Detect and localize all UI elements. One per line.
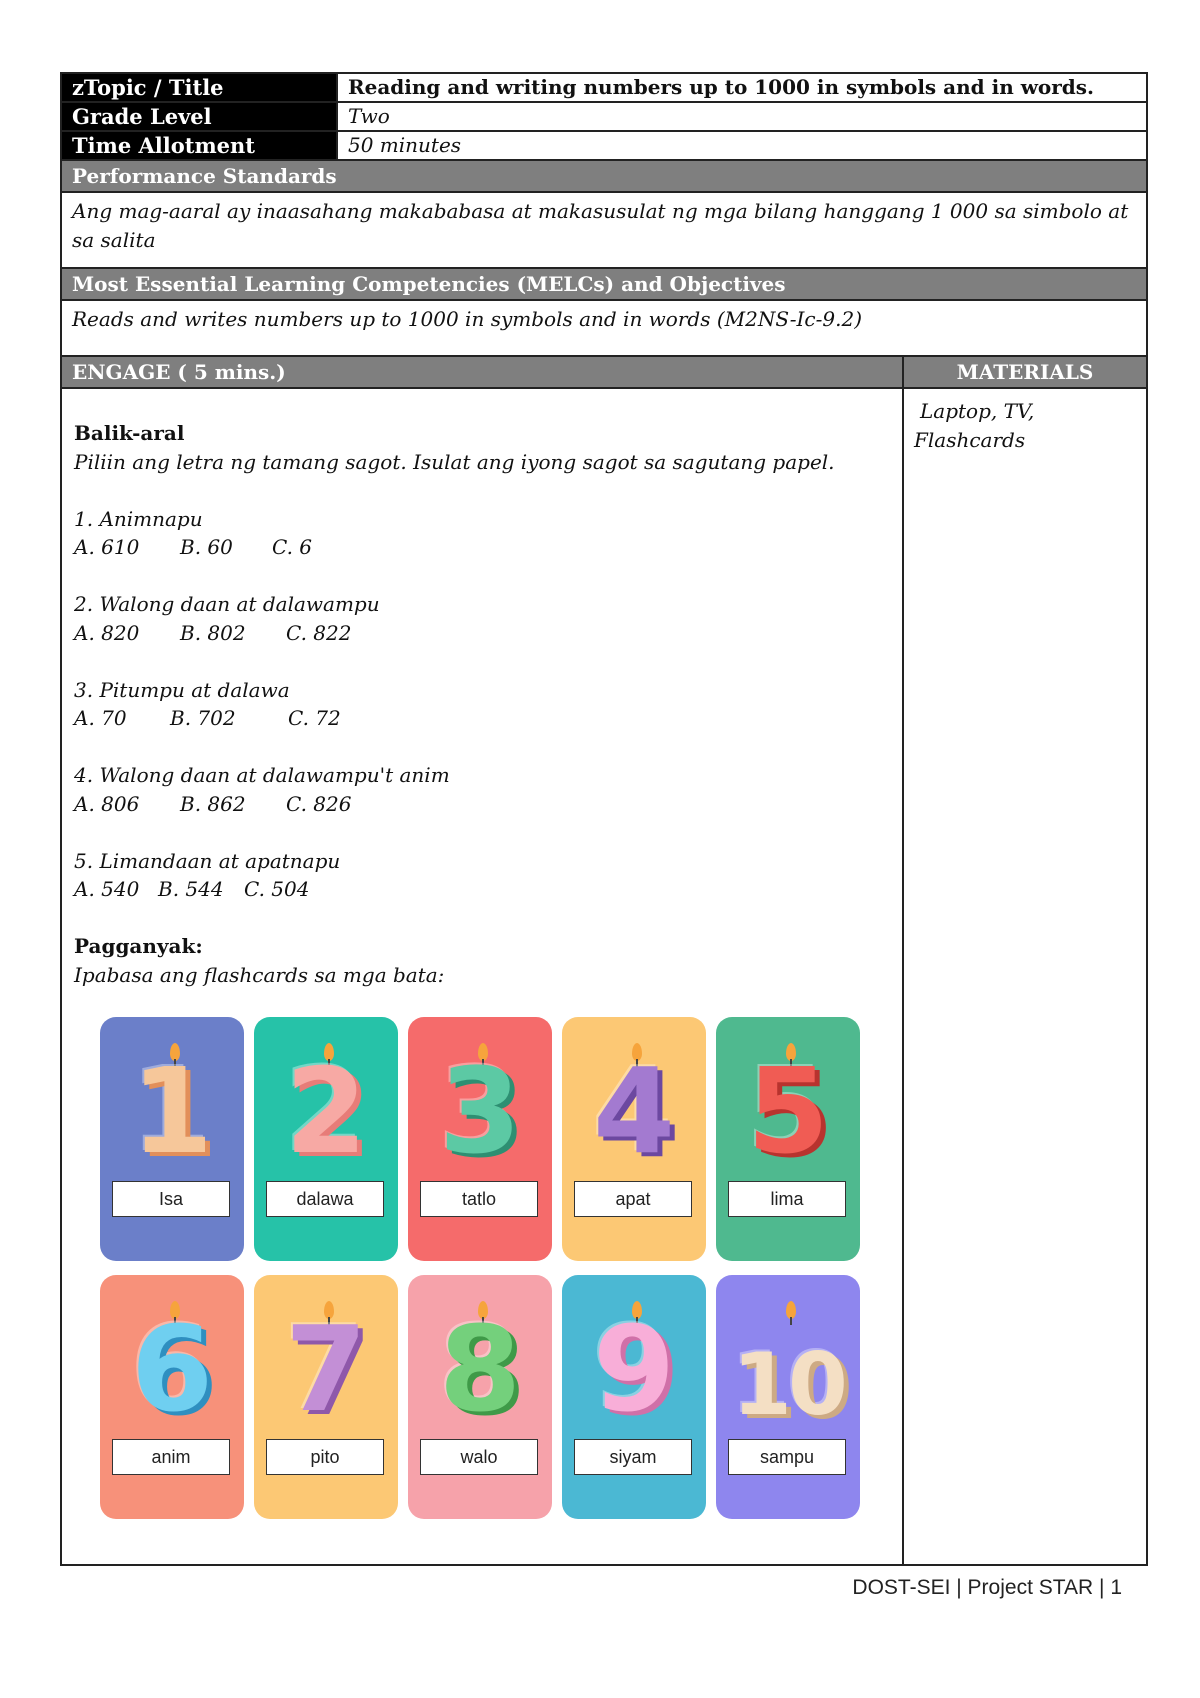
flashcard-word: pito: [266, 1439, 384, 1475]
quiz-option-b: B. 862: [180, 791, 246, 816]
grade-label: Grade Level: [61, 102, 337, 131]
motivation-instruction: Ipabasa ang flashcards sa mga bata:: [74, 962, 445, 987]
quiz-option-c: C. 826: [286, 791, 352, 816]
flashcard-word: lima: [728, 1181, 846, 1217]
quiz-option-b: B. 544: [158, 877, 224, 901]
materials-line-2: Flashcards: [914, 428, 1026, 452]
flashcard: [254, 1275, 398, 1519]
quiz-option-a: A. 70: [74, 706, 127, 730]
quiz-option-b: B. 702: [170, 706, 236, 730]
motivation-title: Pagganyak:: [74, 934, 203, 958]
flashcard-number: 8: [438, 1300, 522, 1438]
quiz-option-a: A. 540: [74, 877, 140, 901]
quiz-options: [74, 619, 835, 648]
time-row: [61, 131, 1147, 160]
flashcard: [562, 1017, 706, 1261]
flashcard-number: 3: [438, 1042, 522, 1180]
materials-heading: MATERIALS: [903, 356, 1147, 388]
quiz-option-c: C. 72: [288, 706, 341, 730]
flashcard: [408, 1017, 552, 1261]
quiz-option-b: B. 802: [180, 620, 246, 645]
quiz-questions: [74, 505, 835, 933]
flashcard-word: apat: [574, 1181, 692, 1217]
materials-cell: [903, 388, 1147, 1565]
quiz-option-a: A. 806: [74, 791, 140, 816]
grade-value: Two: [337, 102, 1147, 131]
flashcards-grid: [100, 1017, 868, 1523]
flashcard-number: 7: [284, 1300, 368, 1438]
quiz-options: [74, 875, 835, 904]
topic-row: [61, 73, 1147, 102]
flashcard: [716, 1017, 860, 1261]
quiz-question: 3. Pitumpu at dalawa: [74, 677, 290, 702]
flashcard-word: anim: [112, 1439, 230, 1475]
flashcard: [562, 1275, 706, 1519]
flashcard: [100, 1017, 244, 1261]
candle-wick: [790, 1317, 792, 1325]
flashcard: [408, 1275, 552, 1519]
quiz-option-b: B. 60: [180, 535, 233, 559]
engage-content: [74, 419, 835, 989]
quiz-question: 1. Animnapu: [74, 506, 203, 531]
quiz-option-c: C. 6: [272, 535, 313, 559]
flashcard-word: walo: [420, 1439, 538, 1475]
topic-value: Reading and writing numbers up to 1000 in symbols and in words.: [337, 73, 1147, 102]
quiz-options: [74, 533, 835, 562]
quiz-option-a: A. 820: [74, 620, 140, 645]
performance-text: Ang mag-aaral ay inaasahang makababasa at makasusulat ng mga bilang hanggang 1 000 sa simbolo at sa salita: [61, 192, 1147, 268]
flashcard-number: 5: [746, 1042, 830, 1180]
flashcard-number: 1: [130, 1042, 214, 1180]
flashcard-word: siyam: [574, 1439, 692, 1475]
flashcard-number: 6: [130, 1300, 214, 1438]
flashcard: [100, 1275, 244, 1519]
materials-line-1: Laptop, TV,: [920, 399, 1035, 423]
flashcard-word: dalawa: [266, 1181, 384, 1217]
engage-content-cell: [61, 388, 903, 1565]
grade-row: [61, 102, 1147, 131]
performance-heading: Performance Standards: [61, 160, 1147, 192]
review-instruction: Piliin ang letra ng tamang sagot. Isulat ang iyong sagot sa sagutang papel.: [74, 449, 835, 474]
quiz-option-a: A. 610: [74, 535, 140, 559]
flashcard-number: 9: [592, 1300, 676, 1438]
flashcard-word: sampu: [728, 1439, 846, 1475]
lesson-plan-page: [60, 72, 1146, 1566]
page-footer: DOST-SEI | Project STAR | 1: [852, 1576, 1122, 1599]
melc-heading: Most Essential Learning Competencies (MELCs) and Objectives: [61, 268, 1147, 300]
flashcard-number: 10: [732, 1335, 844, 1435]
time-value: 50 minutes: [337, 131, 1147, 160]
engage-heading: ENGAGE ( 5 mins.): [61, 356, 903, 388]
quiz-option-c: C. 822: [286, 620, 352, 645]
melc-text: Reads and writes numbers up to 1000 in symbols and in words (M2NS-Ic-9.2): [61, 300, 1147, 356]
flashcard-number: 2: [284, 1042, 368, 1180]
quiz-question: 4. Walong daan at dalawampu't anim: [74, 763, 450, 787]
flashcard: [716, 1275, 860, 1519]
lesson-plan-table: [60, 72, 1148, 1566]
quiz-option-c: C. 504: [244, 877, 310, 901]
quiz-question: 2. Walong daan at dalawampu: [74, 592, 380, 616]
review-title: Balik-aral: [74, 421, 185, 445]
quiz-question: 5. Limandaan at apatnapu: [74, 848, 341, 873]
time-label: Time Allotment: [61, 131, 337, 160]
quiz-options: [74, 704, 835, 733]
flashcard-word: tatlo: [420, 1181, 538, 1217]
topic-label: zTopic / Title: [61, 73, 337, 102]
flashcard: [254, 1017, 398, 1261]
flashcard-word: Isa: [112, 1181, 230, 1217]
flashcard-number: 4: [592, 1042, 676, 1180]
quiz-options: [74, 790, 835, 819]
